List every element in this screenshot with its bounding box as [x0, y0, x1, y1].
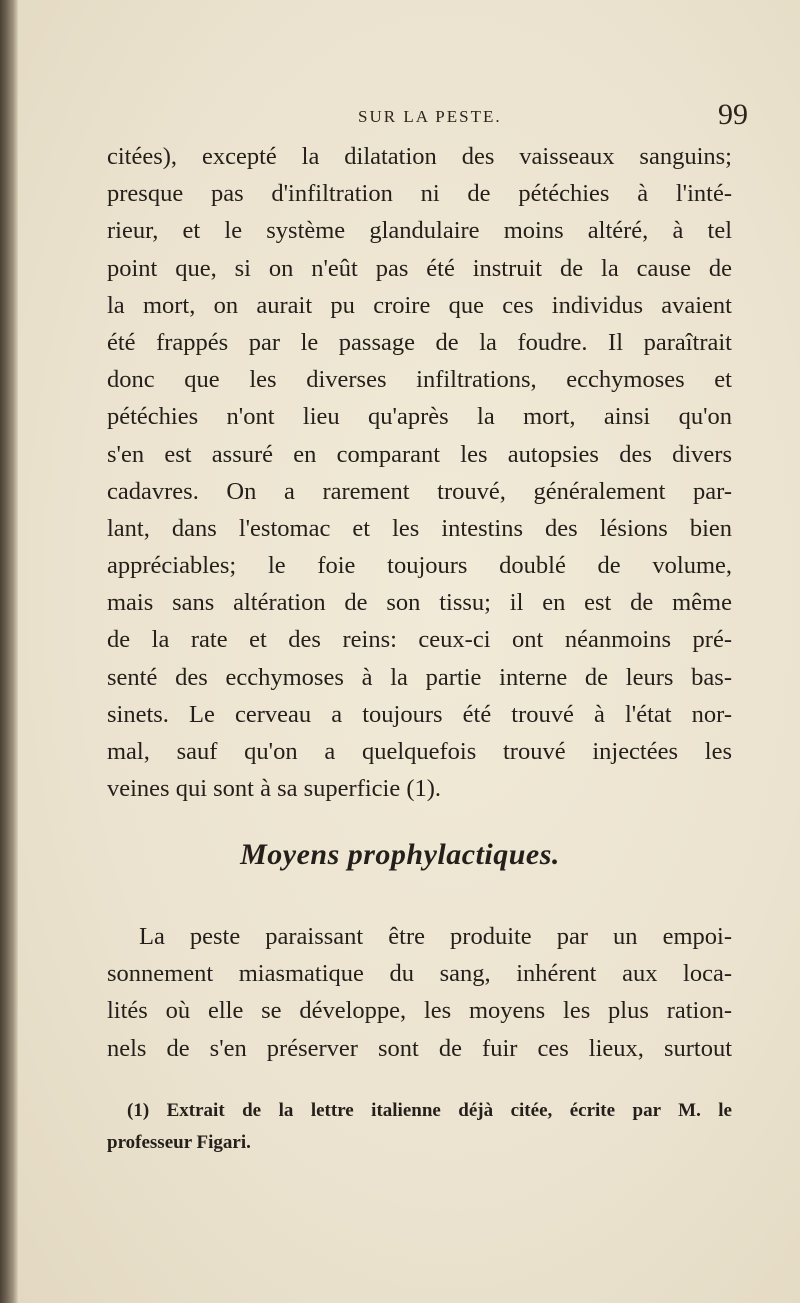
text-line: été frappés par le passage de la foudre. Il paraîtrait [107, 328, 732, 356]
paragraph-prophylaxis [107, 918, 732, 1067]
text-line: citées), excepté la dilatation des vaisseaux sanguins; [107, 143, 732, 170]
text-line: appréciables; le foie toujours doublé de volume, [107, 552, 732, 580]
text-line: mais sans altération de son tissu; il en est de même [107, 589, 732, 617]
text-line: donc que les diverses infiltrations, ecchymoses et [107, 366, 732, 394]
text-line: sonnement miasmatique du sang, inhérent aux loca- [107, 960, 732, 988]
text-line: la mort, on aurait pu croire que ces individus avaient [107, 291, 732, 319]
text-line: rieur, et le système glandulaire moins altéré, à tel [107, 217, 732, 245]
text-line: veines qui sont à sa superficie (1). [107, 775, 442, 803]
text-line: pétéchies n'ont lieu qu'après la mort, ainsi qu'on [107, 403, 732, 431]
text-line: presque pas d'infiltration ni de pétéchies à l'inté- [107, 180, 732, 208]
running-head: SUR LA PESTE. [358, 107, 502, 126]
text-line: sinets. Le cerveau a toujours été trouvé à l'état nor- [107, 700, 732, 728]
book-binding-edge [0, 0, 18, 1303]
footnote-line: professeur Figari. [107, 1132, 251, 1153]
text-line: lités où elle se développe, les moyens les plus ration- [107, 997, 732, 1025]
text-line: point que, si on n'eût pas été instruit de la cause de [107, 254, 732, 282]
text-line: s'en est assuré en comparant les autopsies des divers [107, 440, 732, 468]
text-line: nels de s'en préserver sont de fuir ces lieux, surtout [107, 1034, 732, 1062]
text-line: mal, sauf qu'on a quelquefois trouvé injectées les [107, 738, 732, 765]
text-line: lant, dans l'estomac et les intestins des lésions bien [107, 514, 732, 542]
page-number: 99 [718, 98, 748, 131]
section-heading: Moyens prophylactiques. [240, 838, 560, 871]
paragraph-continued [107, 138, 732, 807]
text-line: de la rate et des reins: ceux-ci ont néanmoins pré- [107, 626, 732, 654]
text-line: senté des ecchymoses à la partie interne de leurs bas- [107, 663, 732, 691]
footnote-line: (1) Extrait de la lettre italienne déjà citée, écrite par M. le [127, 1100, 732, 1121]
text-line: cadavres. On a rarement trouvé, généralement par- [107, 477, 732, 505]
text-line: La peste paraissant être produite par un empoi- [139, 923, 732, 950]
footnote [107, 1095, 732, 1159]
